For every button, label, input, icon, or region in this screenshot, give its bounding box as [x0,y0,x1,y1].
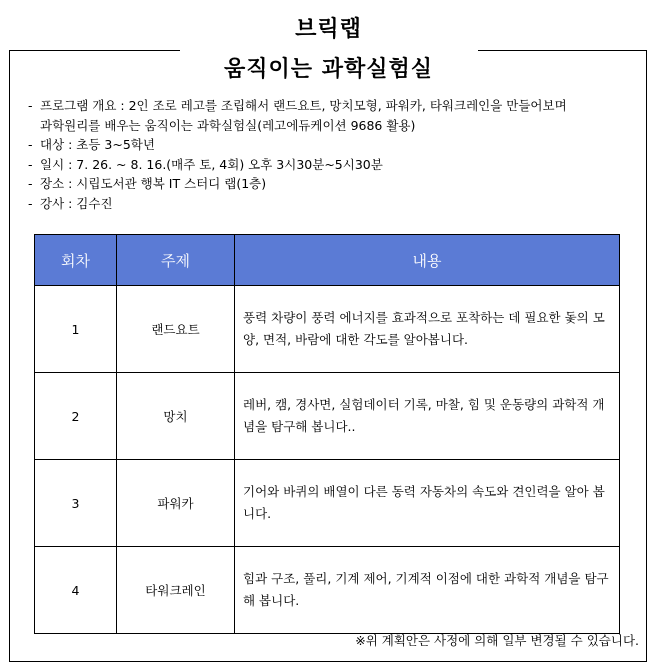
cell-topic: 타워크레인 [117,547,235,634]
cell-content: 힘과 구조, 풀리, 기계 제어, 기계적 이점에 대한 과학적 개념을 탐구해 봅니다. [235,547,620,634]
info-instructor [28,194,644,214]
table-row [35,373,620,460]
info-program [28,96,644,116]
table-row [35,547,620,634]
bullet-dash: - [28,195,33,211]
cell-session: 4 [35,547,117,634]
header-content: 내용 [235,235,620,286]
program-info [28,96,644,213]
bullet-dash: - [28,176,33,191]
info-target-text: 대상 : 초등 3~5학년 [40,137,155,152]
info-instructor-text: 강사 : 김수진 [40,195,113,211]
header-topic: 주제 [117,235,235,286]
cell-session: 3 [35,460,117,547]
info-place [28,174,644,194]
cell-content: 레버, 캠, 경사면, 실험데이터 기록, 마찰, 힘 및 운동량의 과학적 개념을 탐구해 봅니다.. [235,373,620,460]
cell-content: 풍력 차량이 풍력 에너지를 효과적으로 포착하는 데 필요한 돛의 모양, 면적, 바람에 대한 각도를 알아봅니다. [235,286,620,373]
schedule-table [34,234,620,634]
cell-session: 2 [35,373,117,460]
info-place-text: 장소 : 시립도서관 행복 IT 스터디 랩(1층) [40,176,267,191]
info-program-cont [28,116,644,136]
cell-topic: 망치 [117,373,235,460]
header-session: 회차 [35,235,117,286]
cell-content: 기어와 바퀴의 배열이 다른 동력 자동차의 속도와 견인력을 알아 봅니다. [235,460,620,547]
table-header-row [35,235,620,286]
info-program-line1: 프로그램 개요 : 2인 조로 레고를 조립해서 랜드요트, 망치모형, 파워카, 타워크레인을 만들어보며 [40,98,567,113]
table-row [35,460,620,547]
info-program-line2: 과학원리를 배우는 움직이는 과학실험실(레고에듀케이션 9686 활용) [40,117,416,133]
cell-session: 1 [35,286,117,373]
bullet-dash: - [28,156,33,172]
cell-topic: 파워카 [117,460,235,547]
table-row [35,286,620,373]
bullet-dash: - [28,137,33,152]
footer-note: ※위 계획안은 사정에 의해 일부 변경될 수 있습니다. [355,633,639,648]
info-schedule [28,155,644,175]
page-title: 브릭랩 [295,17,362,42]
bullet-dash: - [28,98,33,113]
info-target [28,135,644,155]
cell-topic: 랜드요트 [117,286,235,373]
page-subtitle: 움직이는 과학실험실 [224,57,433,82]
info-schedule-text: 일시 : 7. 26. ~ 8. 16.(매주 토, 4회) 오후 3시30분~5시30분 [40,156,383,172]
